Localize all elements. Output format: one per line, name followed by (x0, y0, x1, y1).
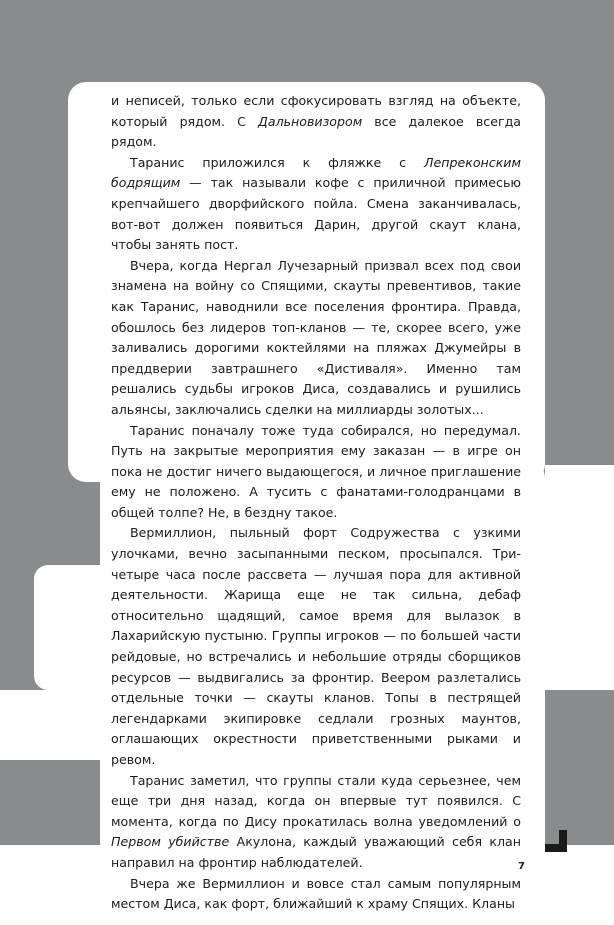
italic-term: Лепреконским бодрящим (111, 154, 521, 191)
page-mask-right-notch (545, 465, 614, 690)
paragraph-5: Вермиллион, пыльный форт Содружества с узкими улочками, вечно засыпанными песком, просыпался. Три-четыре часа после рассвета — лучшая пора для активной деятельности. Жарища еще не так сильна, дебаф относительно щадящий, самое время для вылазок в Лахарийскую пустыню. Группы игроков — по большей части рейдовые, но встречались и небольшие отряды сборщиков ресурсов — выдвигались за фронтир. Веером разлетались отдельные точки — скауты кланов. Топы в пестрящей легендарками экипировке седлали грозных маунтов, оглашающих окрестности приветственными рыками и ревом. (111, 525, 521, 767)
paragraph-text: Таранис заметил, что группы стали куда серьезнее, чем еще три дня назад, когда он впервые тут появился. С момента, когда по Дису прокатилась волна уведомлений о (111, 772, 521, 829)
italic-term: Дальновизором (258, 113, 363, 129)
page-mask-left-edge (0, 690, 120, 760)
page-number: 7 (518, 861, 525, 872)
italic-term: Первом убийстве (111, 834, 230, 850)
paragraph-6 (111, 771, 521, 874)
paragraph-3: Вчера, когда Нергал Лучезарный призвал всех под свои знамена на войну со Спящими, скауты превентивов, такие как Таранис, наводнили все поселения фронтира. Правда, обошлось без лидеров топ-кланов — те, скорее всего, уже заливались дорогими коктейлями на пляжах Джумейры в преддверии завтрашнего «Дистиваля». Именно там решались судьбы игроков Диса, создавались и рушились альянсы, заключались сделки на миллиарды золотых... (111, 257, 521, 417)
book-text (111, 91, 521, 915)
paragraph-4: Таранис поначалу тоже туда собирался, но передумал. Путь на закрытые мероприятия ему заказан — в игре он пока не достиг ничего выдающегося, и личное приглашение ему не положено. А тусить с фанатами-голодранцами в общей толпе? Не, в бездну такое. (111, 422, 521, 520)
paragraph-text: Таранис приложился к фляжке с (130, 154, 425, 170)
paragraph-text: все далекое всегда рядом. (111, 113, 521, 150)
corner-bracket-icon (545, 830, 567, 852)
paragraph-2 (111, 153, 521, 256)
paragraph-7: Вчера же Вермиллион и вовсе стал самым популярным местом Диса, как форт, ближайший к храму Спящих. Кланы (111, 875, 521, 912)
paragraph-text: Акулона, каждый уважающий себя клан направил на фронтир наблюдателей. (111, 834, 521, 870)
paragraph-text: и неписей, только если сфокусировать взгляд на объекте, который рядом. С (111, 93, 521, 129)
paragraph-1 (111, 91, 521, 153)
paragraph-text: — так называли кофе с приличной примесью крепчайшего дворфийского пойла. Смена заканчивалась, вот-вот должен появиться Дарин, другой скаут клана, чтобы занять пост. (111, 175, 521, 253)
